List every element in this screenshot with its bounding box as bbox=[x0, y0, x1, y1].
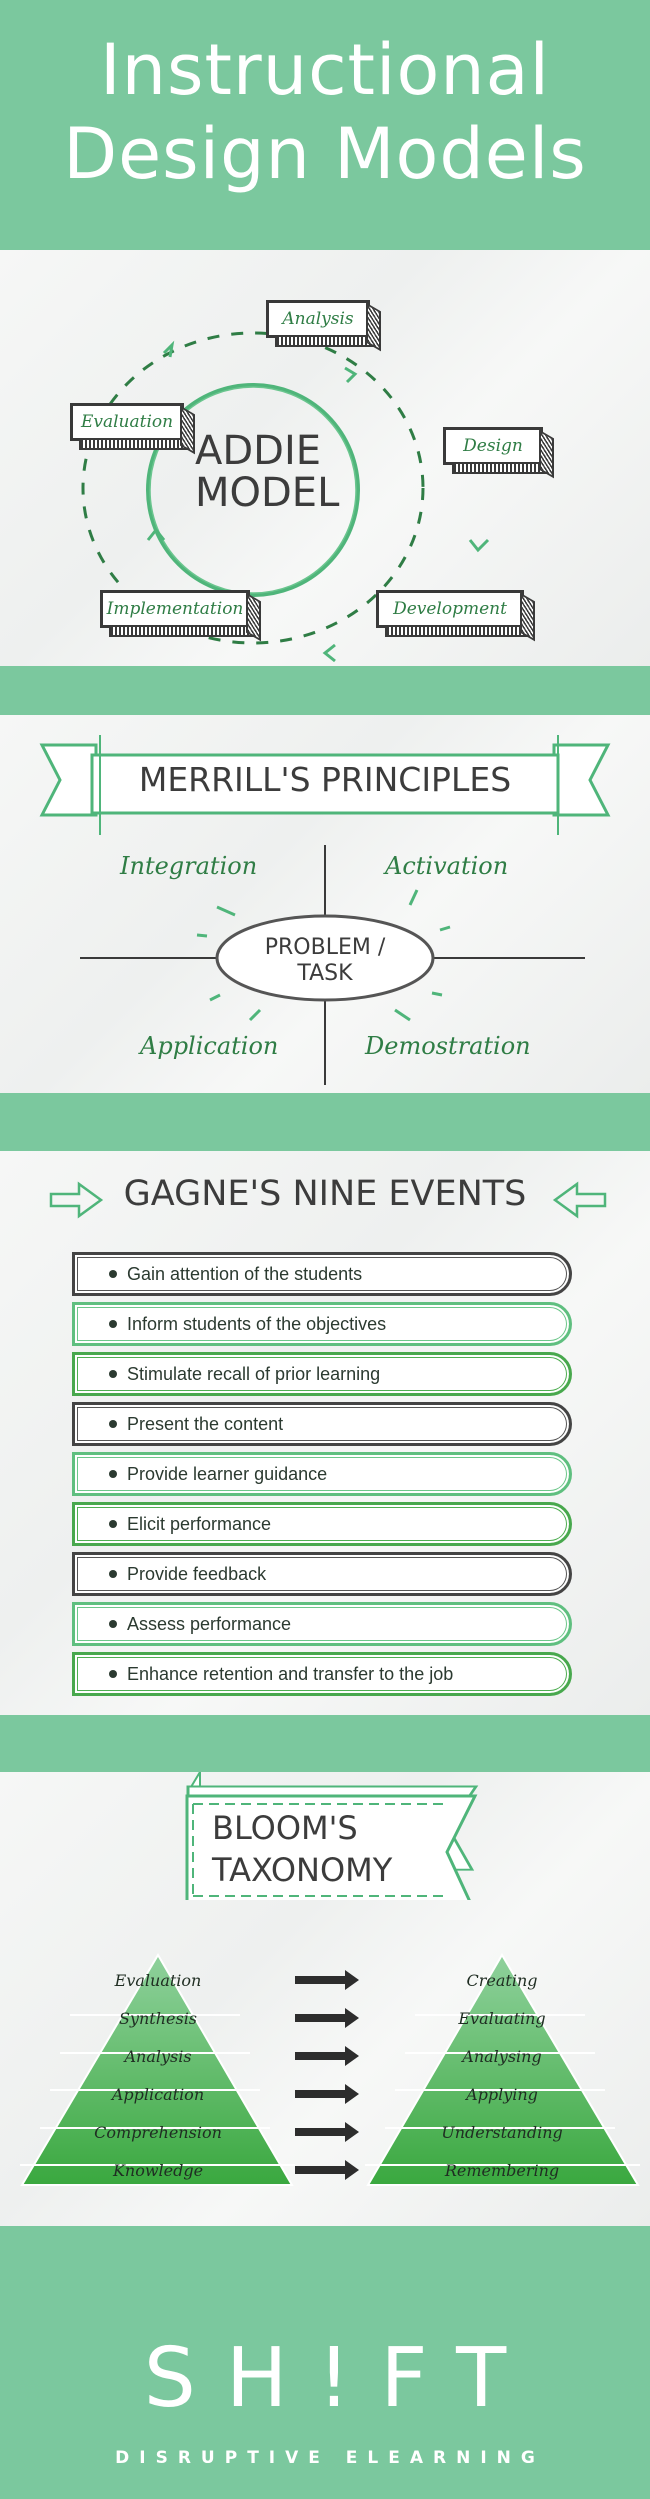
arrow-right-icons bbox=[295, 1970, 359, 2180]
gagne-event-4: Present the content bbox=[72, 1402, 572, 1446]
gagne-event-5: Provide learner guidance bbox=[72, 1452, 572, 1496]
footer bbox=[0, 2226, 650, 2499]
bloom-revised-1: Creating bbox=[466, 1971, 538, 1990]
merrill-integration: Integration bbox=[120, 852, 258, 880]
merrill-title: MERRILL'S PRINCIPLES bbox=[138, 760, 512, 799]
section-divider bbox=[0, 1715, 650, 1772]
gagne-event-7: Provide feedback bbox=[72, 1552, 572, 1596]
addie-phase-implementation: Implementation bbox=[100, 590, 250, 628]
gagne-event-9: Enhance retention and transfer to the job bbox=[72, 1652, 572, 1696]
gagne-event-3: Stimulate recall of prior learning bbox=[72, 1352, 572, 1396]
bloom-revised-4: Applying bbox=[466, 2085, 538, 2104]
page-title bbox=[0, 0, 650, 250]
bloom-original-4: Application bbox=[111, 2085, 205, 2104]
bullet-icon bbox=[109, 1570, 117, 1578]
bloom-original-5: Comprehension bbox=[94, 2123, 222, 2142]
section-divider bbox=[0, 666, 650, 715]
title-line-2: Design Models bbox=[63, 113, 587, 195]
tagline: DISRUPTIVE ELEARNING bbox=[115, 2448, 545, 2468]
bloom-original-2: Synthesis bbox=[118, 2009, 198, 2028]
bullet-icon bbox=[109, 1670, 117, 1678]
arrow-left-icon bbox=[555, 1184, 605, 1216]
addie-center-label: ADDIE MODEL bbox=[195, 428, 340, 516]
bullet-icon bbox=[109, 1470, 117, 1478]
bloom-original-6: Knowledge bbox=[112, 2161, 204, 2180]
merrill-activation: Activation bbox=[385, 852, 509, 880]
title-line-1: Instructional bbox=[100, 29, 550, 111]
bullet-icon bbox=[109, 1320, 117, 1328]
bloom-original-3: Analysis bbox=[124, 2047, 192, 2066]
bloom-original-1: Evaluation bbox=[114, 1971, 202, 1990]
bullet-icon bbox=[109, 1620, 117, 1628]
bloom-revised-5: Understanding bbox=[441, 2123, 563, 2142]
bloom-title: BLOOM'S TAXONOMY bbox=[212, 1809, 393, 1889]
bloom-revised-6: Remembering bbox=[444, 2161, 560, 2180]
addie-phase-analysis: Analysis bbox=[266, 300, 370, 338]
arrow-right-icon bbox=[51, 1184, 101, 1216]
section-divider bbox=[0, 1093, 650, 1151]
bullet-icon bbox=[109, 1420, 117, 1428]
gagne-event-2: Inform students of the objectives bbox=[72, 1302, 572, 1346]
bullet-icon bbox=[109, 1520, 117, 1528]
addie-phase-evaluation: Evaluation bbox=[70, 403, 184, 441]
merrill-application: Application bbox=[140, 1032, 279, 1060]
gagne-title: GAGNE'S NINE EVENTS bbox=[123, 1174, 527, 1214]
bullet-icon bbox=[109, 1370, 117, 1378]
addie-phase-development: Development bbox=[376, 590, 524, 628]
shift-logo: SH!FT bbox=[143, 2331, 537, 2426]
merrill-center-label: PROBLEM / TASK bbox=[264, 935, 386, 986]
bloom-revised-3: Analysing bbox=[462, 2047, 542, 2066]
gagne-event-1: Gain attention of the students bbox=[72, 1252, 572, 1296]
bloom-revised-2: Evaluating bbox=[458, 2009, 546, 2028]
gagne-event-8: Assess performance bbox=[72, 1602, 572, 1646]
bullet-icon bbox=[109, 1270, 117, 1278]
merrill-demonstration: Demostration bbox=[365, 1032, 531, 1060]
gagne-event-6: Elicit performance bbox=[72, 1502, 572, 1546]
addie-phase-design: Design bbox=[443, 427, 543, 465]
